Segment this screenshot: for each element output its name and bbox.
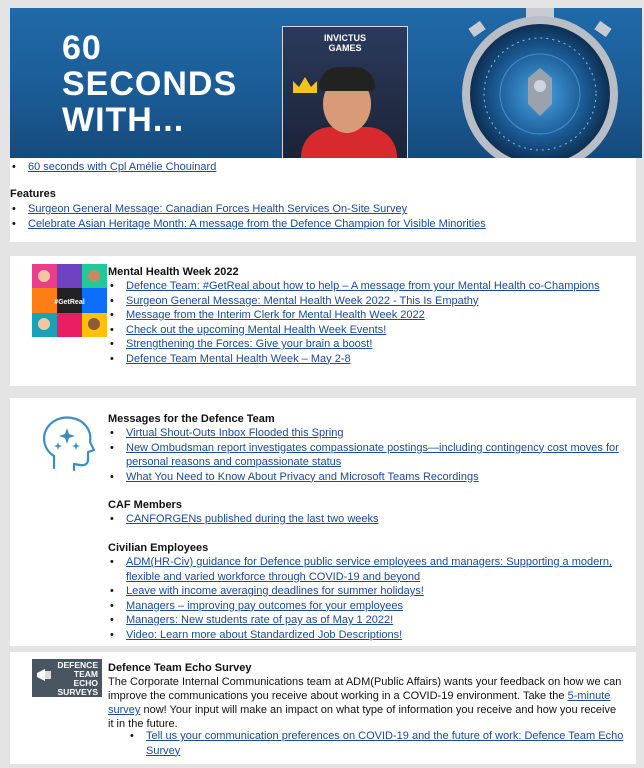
features-link-2[interactable]: Celebrate Asian Heritage Month: A message from the Defence Champion for Visible Minorities (28, 217, 486, 230)
list-item (126, 599, 644, 614)
civilian-link-5[interactable]: Video: Learn more about Standardized Job Descriptions! (126, 628, 403, 641)
list-item (126, 308, 616, 323)
invictus-logo: INVICTUS GAMES (323, 33, 366, 53)
echo-survey-body: The Corporate Internal Communications team at ADM(Public Affairs) wants your feedback on how we can improve the communications you receive about working in a COVID-19 environment. Take the 5-minute survey now! Your input will make an impact on what type of information you receive and how you receive it in the future. (108, 676, 622, 730)
list-item (126, 323, 616, 338)
messages-heading: Messages for the Defence Team (108, 413, 275, 425)
messages-link-1[interactable]: Virtual Shout-Outs Inbox Flooded this Spring (126, 427, 344, 439)
list-item (126, 352, 616, 367)
civilian-link-1[interactable]: ADM(HR-Civ) guidance for Defence public service employees and managers: Supporting a modern, flexible and varied workforce through COVID-19 and beyond (126, 556, 613, 583)
banner-title (62, 30, 237, 138)
messages-link-3[interactable]: What You Need to Know About Privacy and Microsoft Teams Recordings (126, 470, 479, 483)
stopwatch-graphic (440, 8, 642, 158)
list-item (126, 628, 644, 643)
echo-survey-heading: Defence Team Echo Survey (108, 662, 252, 674)
top-story-link[interactable]: 60 seconds with Cpl Amélie Chouinard (28, 161, 217, 173)
messages-link-2[interactable]: New Ombudsman report investigates compassionate postings—including contingency cost moves for personal reasons and compassionate status (126, 441, 619, 468)
list-item (126, 337, 616, 352)
mental-health-link-3[interactable]: Message from the Interim Clerk for Mental Health Week 2022 (126, 309, 425, 321)
svg-text:#GetReal: #GetReal (54, 299, 85, 306)
mental-health-link-6[interactable]: Defence Team Mental Health Week – May 2-8 (126, 352, 351, 365)
caf-heading: CAF Members (108, 499, 182, 511)
list-item (146, 729, 641, 758)
list-item (126, 584, 644, 599)
banner-image (10, 8, 642, 158)
get-real-collage-image (32, 264, 107, 337)
list-item (28, 217, 486, 232)
messages-section (10, 398, 636, 646)
list-item (126, 441, 644, 470)
echo-survey-section (10, 652, 636, 764)
list-item (126, 470, 644, 485)
mental-health-link-5[interactable]: Strengthening the Forces: Give your brain a boost! (126, 338, 373, 350)
mental-health-heading: Mental Health Week 2022 (108, 266, 239, 278)
banner-line-3: WITH... (62, 101, 185, 139)
list-item (126, 426, 644, 441)
civilian-link-4[interactable]: Managers: New students rate of pay as of May 1 2022! (126, 614, 394, 626)
crown-icon (291, 75, 319, 97)
portrait-photo (282, 26, 408, 158)
list-item (126, 613, 644, 628)
features-heading: Features (10, 188, 56, 200)
list-item (126, 294, 616, 309)
megaphone-icon (35, 665, 55, 685)
echo-survey-logo: DEFENCE TEAM ECHO SURVEYS (32, 659, 102, 697)
list-item (126, 279, 616, 294)
mental-health-link-1[interactable]: Defence Team: #GetReal about how to help – A message from your Mental Health co-Champions (126, 280, 600, 292)
list-item (126, 555, 644, 584)
list-item (126, 512, 644, 527)
features-section (10, 158, 636, 242)
civilian-link-2[interactable]: Leave with income averaging deadlines for summer holidays! (126, 585, 424, 597)
mental-health-section (10, 256, 636, 386)
banner-line-2: SECONDS (62, 65, 238, 103)
echo-survey-link[interactable]: Tell us your communication preferences on COVID-19 and the future of work: Defence Team Echo Survey (146, 730, 624, 757)
list-item (28, 202, 486, 217)
caf-link-1[interactable]: CANFORGENs published during the last two weeks (126, 513, 379, 525)
banner-line-1: 60 (62, 29, 102, 67)
five-minute-survey-link[interactable]: 5-minute survey (108, 690, 611, 716)
mental-health-link-2[interactable]: Surgeon General Message: Mental Health Week 2022 - This Is Empathy (126, 294, 479, 307)
head-sparkle-icon (36, 412, 98, 474)
features-link-1[interactable]: Surgeon General Message: Canadian Forces Health Services On-Site Survey (28, 203, 408, 215)
civilian-link-3[interactable]: Managers – improving pay outcomes for your employees (126, 599, 403, 612)
mental-health-link-4[interactable]: Check out the upcoming Mental Health Week Events! (126, 323, 387, 336)
civilian-heading: Civilian Employees (108, 542, 209, 554)
list-item (28, 160, 216, 175)
